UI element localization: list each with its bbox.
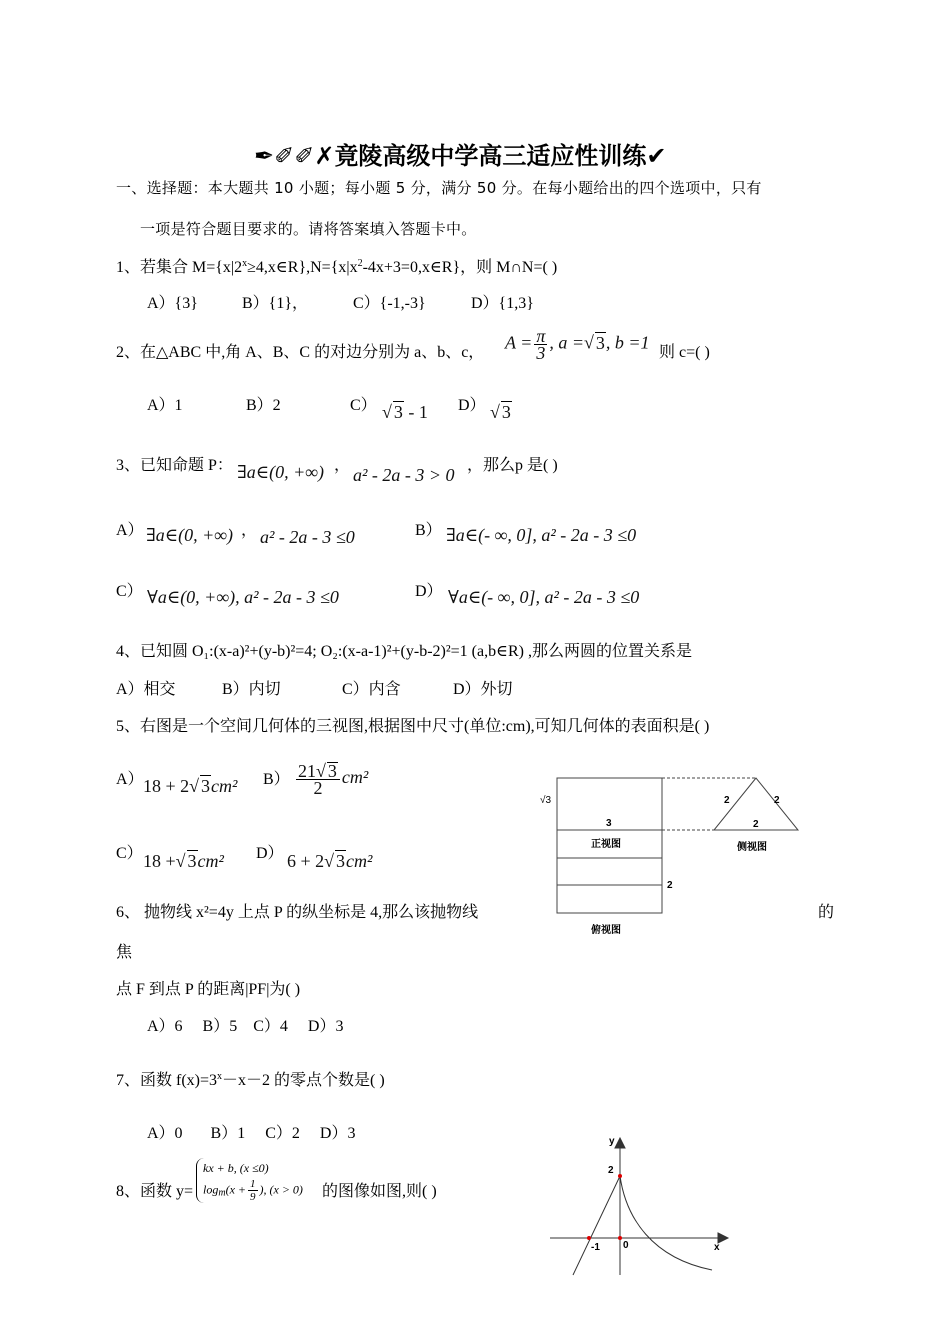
q2-frac-den: 3 (536, 343, 546, 363)
q8-case1: kx + b, (x ≤0) (203, 1161, 269, 1175)
q5-a-rad: 3 (201, 776, 211, 796)
q3-expr2: a² - 2a - 3 > 0 (353, 465, 455, 485)
linear-segment (573, 1176, 620, 1275)
q5-c-expr: 18 + (143, 851, 176, 871)
q2-cond-a: A = (505, 332, 533, 353)
q5-b-den: 2 (313, 778, 323, 798)
q3-option-b-expr: ∃a∈(- ∞, 0], a² - 2a - 3 ≤0 (446, 525, 637, 545)
question-1-stem (116, 254, 557, 277)
q1-option-d: D）{1,3} (471, 295, 534, 312)
q8-case2 (203, 1178, 303, 1203)
q4-option-c: C）内含 (342, 681, 401, 698)
q5-option-c-label: C） (116, 845, 143, 862)
graph-x-tick-neg1: -1 (591, 1242, 600, 1253)
question-2-stem-b: 则 c=( ) (659, 344, 710, 361)
question-2-stem-a: 2、在△ABC 中,角 A、B、C 的对边分别为 a、b、c， (116, 344, 485, 361)
q5-d-rad: 3 (336, 851, 346, 871)
q3-sep: ， (334, 457, 351, 474)
q8-frac (248, 1178, 258, 1203)
section-instructions-line2: 一项是符合题目要求的。请将答案填入答题卡中。 (140, 220, 477, 238)
q3-option-a-label: A） (116, 522, 144, 539)
section-instructions-line1: 一、选择题：本大题共 10 小题；每小题 5 分，满分 50 分。在每小题给出的四个选项中，只有 (116, 179, 762, 197)
q1-option-c: C）{-1,-3} (353, 295, 426, 312)
q3-option-a-expr: ∃a∈(0, +∞) (146, 525, 234, 545)
q5-a-unit: cm² (211, 776, 238, 796)
q5-b-num-a: 21 (298, 761, 316, 781)
q3-option-a-sep: ， (241, 522, 258, 539)
q5-option-d-expr: 6 + 2√ 3cm² (287, 851, 373, 871)
q2-optd-rad: 3 (501, 402, 511, 422)
q1-text-b: ≥4,x∈R},N={x|x (247, 259, 358, 276)
q5-option-a-label: A） (116, 771, 144, 788)
question-3-stem-b: ，那么p 是( ) (467, 457, 558, 474)
q2-condition: A = $\frac{\pi}{3}$ , a =√ 3, b =1 (505, 326, 650, 363)
q7-sup: x (217, 1071, 223, 1082)
question-5-stem: 5、右图是一个空间几何体的三视图,根据图中尺寸(单位:cm),可知几何体的表面积是( ) (116, 718, 710, 735)
q3-option-c-expr: ∀a∈(0, +∞), a² - 2a - 3 ≤0 (147, 587, 339, 607)
q1-option-a: A）{3} (147, 295, 198, 312)
graph-origin-label: 0 (623, 1240, 629, 1251)
q1-text-c: -4x+3=0,x∈R}，则 M∩N=( ) (362, 259, 558, 276)
q5-b-frac (296, 762, 340, 796)
q1-sup2: 2 (357, 258, 363, 269)
q2-cond-rad: 3 (595, 332, 605, 353)
q4-option-a: A）相交 (116, 681, 176, 698)
q2-optc-rest: - 1 (403, 402, 428, 422)
question-8-stem-a: 8、函数 y= (116, 1183, 194, 1200)
q2-option-d-label: D） (458, 397, 486, 414)
q1-text-a: 1、若集合 M={x|2 (116, 259, 243, 276)
fig5-side-right: 2 (774, 795, 780, 806)
three-view-figure (536, 770, 806, 940)
graph-x-label: x (714, 1242, 720, 1253)
question-8-stem-b: 的图像如图,则( ) (322, 1183, 437, 1200)
q3-expr1: ∃a∈(0, +∞) (237, 462, 325, 482)
fig5-top-height: 2 (667, 880, 673, 891)
point-origin (618, 1236, 622, 1240)
top-view-lower-rect (557, 885, 662, 913)
question-4-stem: 4、已知圆 O₁:(x-a)²+(y-b)²=4; O₂:(x-a-1)²+(y-b-2)²=1 (a,b∈R) ,那么两圆的位置关系是 (116, 643, 692, 660)
q3-option-d-expr: ∀a∈(- ∞, 0], a² - 2a - 3 ≤0 (448, 587, 640, 607)
q7-options: A）0 B）1 C）2 D）3 (147, 1125, 356, 1142)
q5-option-b-expr (294, 762, 368, 796)
q5-a-expr: 18 + 2 (143, 776, 190, 796)
q5-option-b-label: B） (263, 771, 290, 788)
q7-text-a: 7、函数 f(x)=3 (116, 1072, 218, 1089)
q2-optc-rad: 3 (393, 402, 403, 422)
q2-frac (534, 328, 547, 361)
fig5-front-width: 3 (606, 818, 612, 829)
page-title: ✒✐✐✗竟陵高级中学高三适应性训练✔ (254, 142, 667, 170)
q5-b-unit: cm² (341, 767, 369, 788)
q8-frac-num: 1 (250, 1178, 256, 1190)
q6-options: A）6 B）5 C）4 D）3 (147, 1018, 344, 1035)
log-curve (620, 1176, 712, 1270)
fig5-side-bottom: 2 (753, 819, 759, 830)
q5-d-expr: 6 + 2 (287, 851, 325, 871)
q4-option-d: D）外切 (453, 681, 513, 698)
q2-option-b: B）2 (246, 397, 281, 414)
point-neg1-0 (587, 1236, 591, 1240)
q8-case2-c: ), (x > 0) (259, 1182, 303, 1197)
graph-y-label: y (609, 1136, 615, 1147)
q3-option-c-label: C） (116, 583, 143, 600)
q8-case2-b: (x + (225, 1182, 246, 1197)
q2-option-a: A）1 (147, 397, 183, 414)
top-view-upper-rect (557, 858, 662, 885)
q8-brace (196, 1158, 303, 1203)
q2-cond-b: , b =1 (605, 332, 650, 353)
question-3-stem-a: 3、已知命题 P： (116, 457, 233, 474)
function-graph (540, 1130, 740, 1280)
q2-frac-num: π (536, 326, 546, 346)
fig5-top-caption: 俯视图 (591, 925, 621, 936)
q5-option-a-expr: 18 + 2√ 3cm² (143, 776, 238, 796)
point-0-2 (618, 1174, 622, 1178)
q3-option-b-label: B） (415, 522, 442, 539)
q3-option-d-label: D） (415, 583, 443, 600)
q8-piecewise (196, 1158, 303, 1203)
fig5-side-caption: 侧视图 (737, 842, 767, 853)
q5-b-num: 21√ 3 (296, 762, 340, 780)
graph-y-tick-2: 2 (608, 1165, 614, 1176)
q5-c-rad: 3 (187, 851, 197, 871)
q8-case2-sub: m (218, 1187, 226, 1199)
question-6-stem-d: 点 F 到点 P 的距离|PF|为( ) (116, 981, 301, 998)
q5-option-d-label: D） (256, 845, 284, 862)
q5-d-unit: cm² (346, 851, 373, 871)
fig5-front-caption: 正视图 (591, 839, 621, 850)
q7-text-b: －x－2 的零点个数是( ) (222, 1072, 385, 1089)
q5-option-c-expr: 18 +√ 3cm² (143, 851, 224, 871)
fig5-sqrt3-label: √3 (540, 795, 552, 806)
question-6-stem-c: 焦 (116, 944, 133, 961)
q5-b-rad: 3 (327, 761, 337, 781)
q2-option-d-expr: √ 3 (490, 402, 511, 422)
question-6-stem-a: 6、 抛物线 x²=4y 上点 P 的纵坐标是 4,那么该抛物线 (116, 904, 479, 921)
q1-sup: x (242, 258, 248, 269)
q8-case2-log: log (203, 1182, 219, 1197)
q4-option-b: B）内切 (222, 681, 281, 698)
question-7-stem (116, 1067, 385, 1090)
y-axis-arrow (615, 1138, 625, 1148)
fig5-side-left: 2 (724, 795, 730, 806)
q8-frac-den: 9 (250, 1191, 256, 1203)
q2-cond-a2: , a = (549, 332, 585, 353)
q3-option-a-expr2: a² - 2a - 3 ≤0 (260, 527, 355, 547)
q1-option-b: B）{1}， (242, 295, 309, 312)
q2-option-c-label: C） (350, 397, 377, 414)
q5-c-unit: cm² (197, 851, 224, 871)
q2-option-c-expr: √ 3 - 1 (382, 402, 428, 422)
question-6-stem-b: 的 (818, 904, 835, 921)
